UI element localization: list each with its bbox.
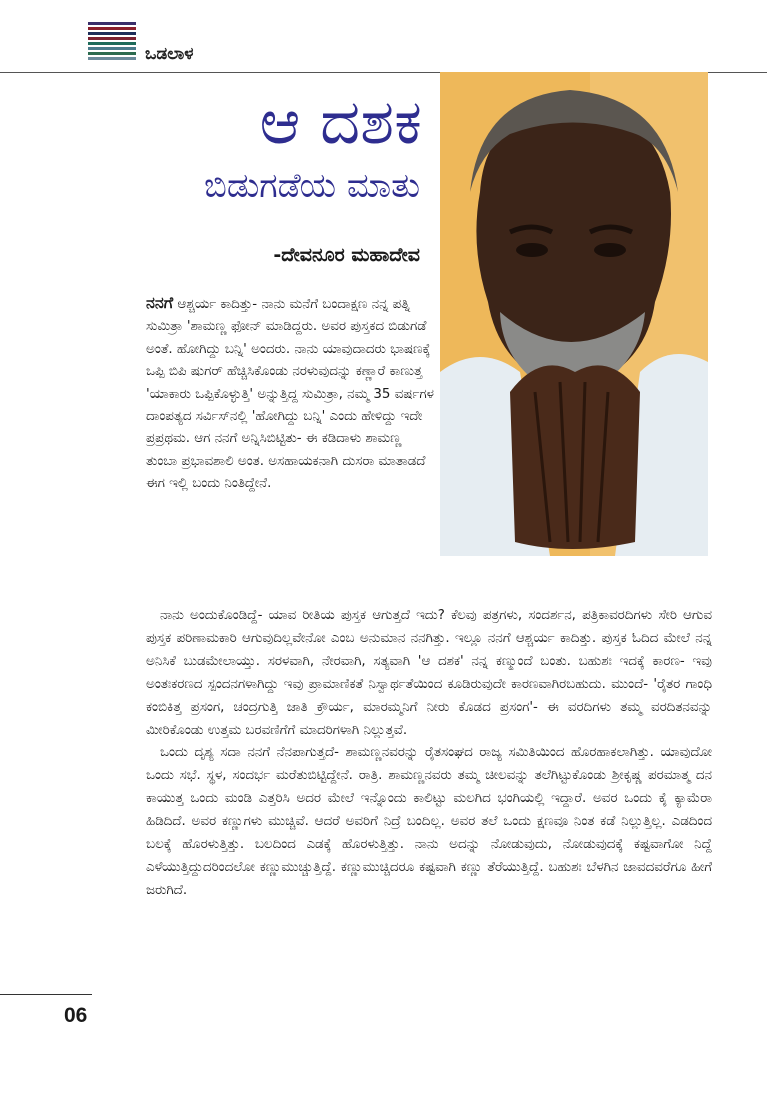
section-name: ಒಡಲಾಳ	[145, 44, 194, 64]
article-body	[146, 605, 712, 903]
portrait-illustration	[440, 72, 708, 556]
body-paragraph: ನಾನು ಅಂದುಕೊಂಡಿದ್ದೆ- ಯಾವ ರೀತಿಯ ಪುಸ್ತಕ ಆಗುತ್ತದೆ ಇದು? ಕೆಲವು ಪತ್ರಗಳು, ಸಂದರ್ಶನ, ಪತ್ರಿಕಾವರದಿಗಳು ಸೇರಿ ಆಗುವ ಪುಸ್ತಕ ಪರಿಣಾಮಕಾರಿ ಆಗುವುದಿಲ್ಲವೇನೋ ಎಂಬ ಅನುಮಾನ ನನಗಿತ್ತು. ಇಲ್ಲೂ ನನಗೆ ಆಶ್ಚರ್ಯ ಕಾದಿತ್ತು. ಪುಸ್ತಕ ಓದಿದ ಮೇಲೆ ನನ್ನ ಅನಿಸಿಕೆ ಬುಡಮೇಲಾಯ್ತು. ಸರಳವಾಗಿ, ನೇರವಾಗಿ, ಸತ್ಯವಾಗಿ 'ಆ ದಶಕ' ನನ್ನ ಕಣ್ಮುಂದೆ ಬಂತು. ಬಹುಶಃ ಇದಕ್ಕೆ ಕಾರಣ- ಇವು ಅಂತಃಕರಣದ ಸ್ಪಂದನಗಳಾಗಿದ್ದು ಇವು ಪ್ರಾಮಾಣಿಕತೆ ನಿಸ್ವಾರ್ಥತೆಯಿಂದ ಕೂಡಿರುವುದೇ ಕಾರಣವಾಗಿರಬಹುದು. ಮುಂದೆ- 'ರೈತರ ಗಾಂಧಿ ಕಂಬಿಕಿತ್ತ ಪ್ರಸಂಗ, ಚಂದ್ರಗುತ್ತಿ ಜಾತಿ ಕ್ರೌರ್ಯ, ಮಾರಮ್ಮನಿಗೆ ನೀರು ಕೊಡದ ಪ್ರಸಂಗ'- ಈ ವರದಿಗಳು ತಮ್ಮ ವರದಿತನವನ್ನು ಮೀರಿಕೊಂಡು ಉತ್ತಮ ಬರವಣಿಗೆಗೆ ಮಾದರಿಗಳಾಗಿ ನಿಲ್ಲುತ್ತವೆ.	[146, 608, 712, 738]
article-title: ಆ ದಶಕ	[259, 85, 422, 158]
intro-text: ಆಶ್ಚರ್ಯ ಕಾದಿತ್ತು- ನಾನು ಮನೆಗೆ ಬಂದಾಕ್ಷಣ ನನ್ನ ಪತ್ನಿ ಸುಮಿತ್ರಾ 'ಶಾಮಣ್ಣ ಫೋನ್ ಮಾಡಿದ್ದರು. ಅವರ ಪುಸ್ತಕದ ಬಿಡುಗಡೆ ಅಂತೆ. ಹೋಗಿದ್ದು ಬನ್ನಿ' ಅಂದರು. ನಾನು ಯಾವುದಾದರು ಭಾಷಣಕ್ಕೆ ಒಪ್ಪಿ ಬಿಪಿ ಷುಗರ್ ಹೆಚ್ಚಿಸಿಕೊಂಡು ನರಳುವುದನ್ನು ಕಣ್ಣಾರೆ ಕಾಣುತ್ತ 'ಯಾಕಾರು ಒಪ್ಪಿಕೊಳ್ಳುತ್ತಿ' ಅನ್ನುತ್ತಿದ್ದ ಸುಮಿತ್ರಾ, ನಮ್ಮ 35 ವರ್ಷಗಳ ದಾಂಪತ್ಯದ ಸರ್ವಿಸ್‌ನಲ್ಲಿ 'ಹೋಗಿದ್ದು ಬನ್ನಿ' ಎಂದು ಹೇಳಿದ್ದು ಇದೇ ಪ್ರಪ್ರಥಮ. ಆಗ ನನಗೆ ಅನ್ನಿಸಿಬಿಟ್ಟಿತು- ಈ ಕಡಿದಾಳು ಶಾಮಣ್ಣ ತುಂಬಾ ಪ್ರಭಾವಶಾಲಿ ಅಂತ. ಅಸಹಾಯಕನಾಗಿ ದುಸರಾ ಮಾತಾಡದೆ ಈಗ ಇಲ್ಲಿ ಬಂದು ನಿಂತಿದ್ದೇನೆ.	[146, 297, 434, 492]
section-logo	[88, 22, 136, 72]
article-subtitle: ಬಿಡುಗಡೆಯ ಮಾತು	[203, 166, 420, 206]
folio-rule	[0, 994, 92, 995]
page-number: 06	[64, 1004, 88, 1027]
intro-paragraph	[146, 292, 436, 496]
author-photo	[440, 72, 708, 556]
article-author: -ದೇವನೂರ ಮಹಾದೇವ	[273, 244, 420, 266]
lead-word: ನನಗೆ	[146, 293, 174, 312]
body-paragraph: ಒಂದು ದೃಶ್ಯ ಸದಾ ನನಗೆ ನೆನಪಾಗುತ್ತದೆ- ಶಾಮಣ್ಣನವರನ್ನು ರೈತಸಂಘದ ರಾಜ್ಯ ಸಮಿತಿಯಿಂದ ಹೊರಹಾಕಲಾಗಿತ್ತು. ಯಾವುದೋ ಒಂದು ಸಭೆ. ಸ್ಥಳ, ಸಂದರ್ಭ ಮರೆತುಬಿಟ್ಟಿದ್ದೇನೆ. ರಾತ್ರಿ. ಶಾಮಣ್ಣನವರು ತಮ್ಮ ಚೀಲವನ್ನು ತಲೆಗಿಟ್ಟುಕೊಂಡು ಶ್ರೀಕೃಷ್ಣ ಪರಮಾತ್ಮ ದನ ಕಾಯುತ್ತ ಒಂದು ಮಂಡಿ ಎತ್ತರಿಸಿ ಅದರ ಮೇಲೆ ಇನ್ನೊಂದು ಕಾಲಿಟ್ಟು ಮಲಗಿದ ಭಂಗಿಯಲ್ಲಿ ಇದ್ದಾರೆ. ಅವರ ಒಂದು ಕೈ ಕ್ಯಾಮೆರಾ ಹಿಡಿದಿದೆ. ಅವರ ಕಣ್ಣುಗಳು ಮುಚ್ಚಿವೆ. ಆದರೆ ಅವರಿಗೆ ನಿದ್ರೆ ಬಂದಿಲ್ಲ. ಅವರ ತಲೆ ಒಂದು ಕ್ಷಣವೂ ನಿಂತ ಕಡೆ ನಿಲ್ಲುತ್ತಿಲ್ಲ. ಎಡದಿಂದ ಬಲಕ್ಕೆ ಹೊರಳುತ್ತಿತ್ತು. ಬಲದಿಂದ ಎಡಕ್ಕೆ ಹೊರಳುತ್ತಿತ್ತು. ನಾನು ಅದನ್ನು ನೋಡುವುದು, ನೋಡುವುದಕ್ಕೆ ಕಷ್ಟವಾಗೋ ನಿದ್ದೆ ಎಳೆಯುತ್ತಿದ್ದುದರಿಂದಲೋ ಕಣ್ಣುಮುಚ್ಚುತ್ತಿದ್ದೆ. ಕಣ್ಣುಮುಚ್ಚಿದರೂ ಕಷ್ಟವಾಗಿ ಕಣ್ಣು ತೆರೆಯುತ್ತಿದ್ದೆ. ಬಹುಶಃ ಬೆಳಗಿನ ಜಾವದವರೆಗೂ ಹೀಗೆ ಜರುಗಿದೆ.	[146, 745, 712, 898]
